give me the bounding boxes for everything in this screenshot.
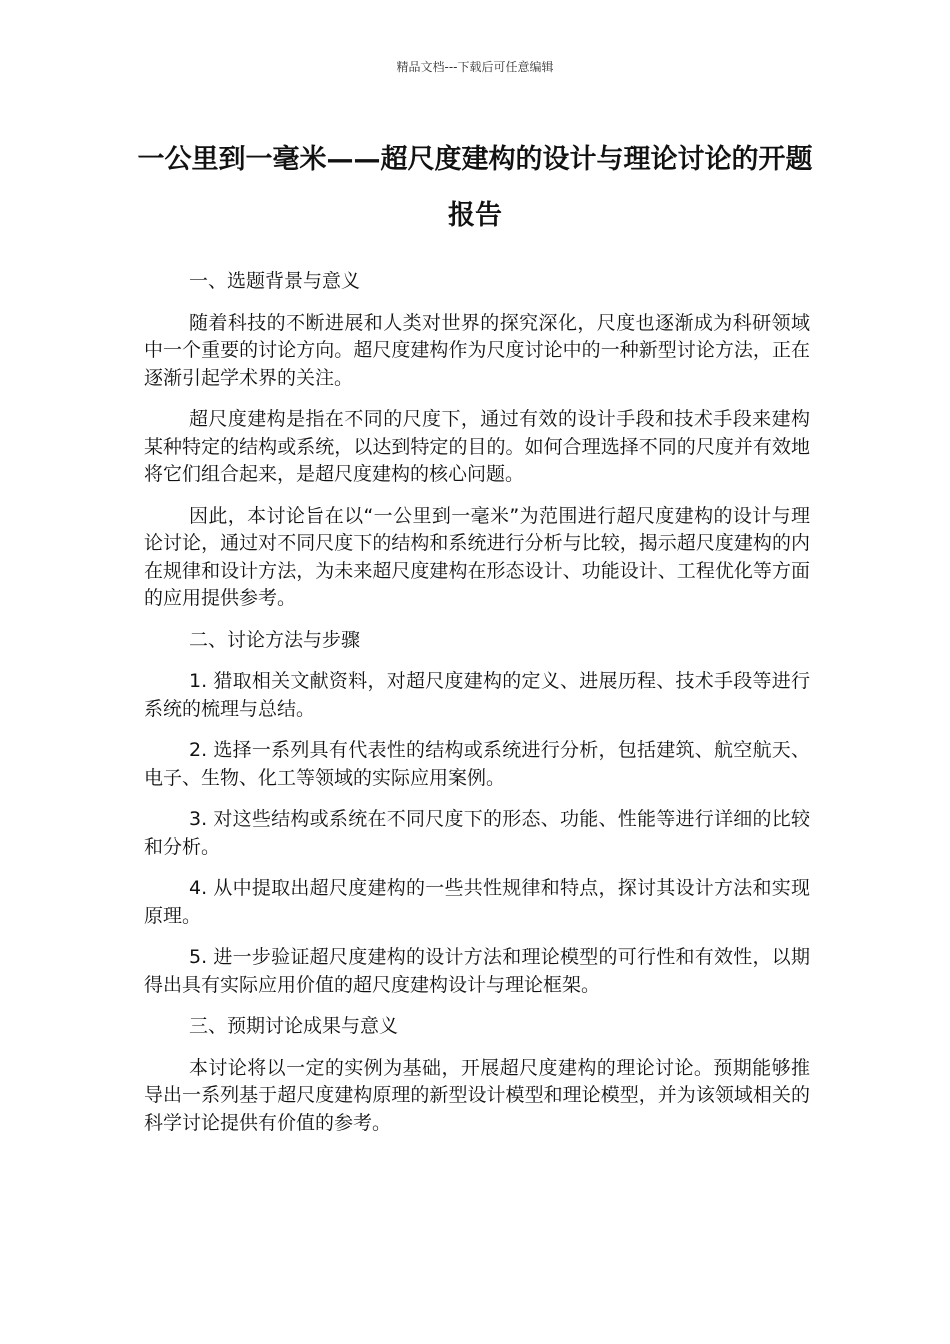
paragraph: 随着科技的不断进展和人类对世界的探究深化，尺度也逐渐成为科研领域中一个重要的讨论方向。超尺度建构作为尺度讨论中的一种新型讨论方法，正在逐渐引起学术界的关注。 (144, 311, 810, 389)
section-heading: 二、讨论方法与步骤 (189, 628, 361, 651)
paragraph: 本讨论将以一定的实例为基础，开展超尺度建构的理论讨论。预期能够推导出一系列基于超尺度建构原理的新型设计模型和理论模型，并为该领域相关的科学讨论提供有价值的参考。 (144, 1056, 810, 1134)
document-title: 一公里到一毫米——超尺度建构的设计与理论讨论的开题报告 (137, 144, 813, 231)
header-note: 精品文档---下载后可任意编辑 (396, 60, 554, 74)
list-item: 5. 进一步验证超尺度建构的设计方法和理论模型的可行性和有效性，以期得出具有实际应用价值的超尺度建构设计与理论框架。 (144, 946, 810, 996)
list-item: 2. 选择一系列具有代表性的结构或系统进行分析，包括建筑、航空航天、电子、生物、化工等领域的实际应用案例。 (144, 739, 810, 789)
list-item: 3. 对这些结构或系统在不同尺度下的形态、功能、性能等进行详细的比较和分析。 (144, 808, 810, 858)
paragraph: 因此，本讨论旨在以“一公里到一毫米”为范围进行超尺度建构的设计与理论讨论，通过对不同尺度下的结构和系统进行分析与比较，揭示超尺度建构的内在规律和设计方法，为未来超尺度建构在形态设计、功能设计、工程优化等方面的应用提供参考。 (144, 504, 810, 609)
section-heading: 一、选题背景与意义 (189, 270, 361, 292)
document-body (144, 268, 810, 1151)
list-item: 4. 从中提取出超尺度建构的一些共性规律和特点，探讨其设计方法和实现原理。 (144, 877, 810, 927)
paragraph: 超尺度建构是指在不同的尺度下，通过有效的设计手段和技术手段来建构某种特定的结构或系统，以达到特定的目的。如何合理选择不同的尺度并有效地将它们组合起来，是超尺度建构的核心问题。 (144, 408, 810, 485)
section-heading: 三、预期讨论成果与意义 (189, 1015, 399, 1037)
list-item: 1. 猎取相关文献资料，对超尺度建构的定义、进展历程、技术手段等进行系统的梳理与总结。 (144, 670, 810, 720)
